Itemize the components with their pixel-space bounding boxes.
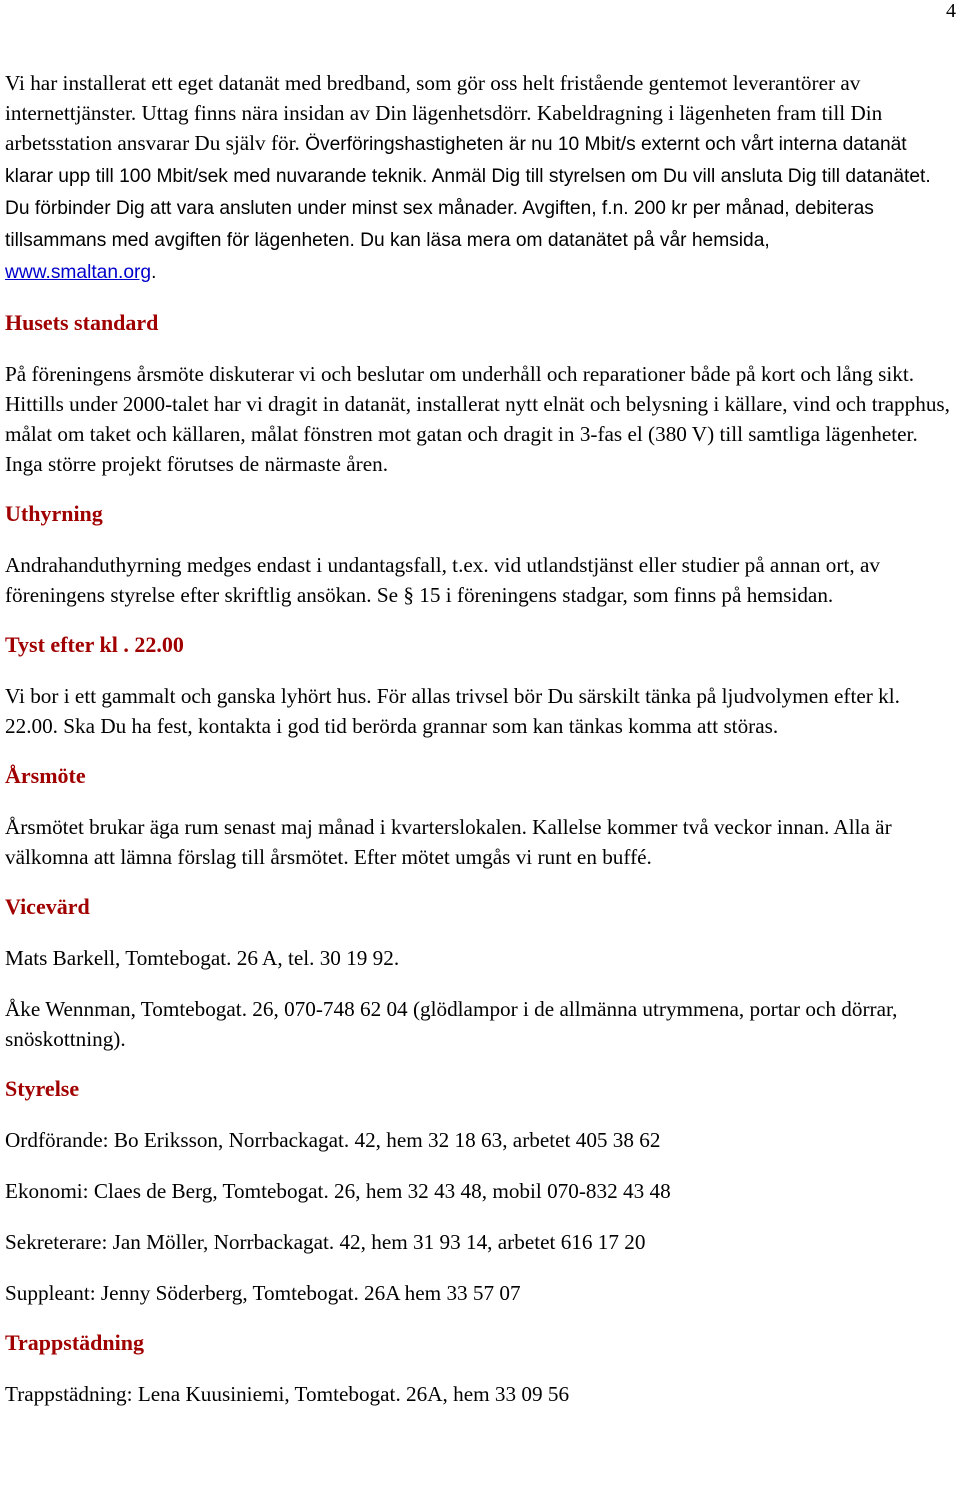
page-number: 4 [946,0,956,22]
heading-husets-standard: Husets standard [5,310,159,335]
document-body [5,68,957,1409]
styrelse-sekreterare: Sekreterare: Jan Möller, Norrbackagat. 42, hem 31 93 14, arbetet 616 17 20 [5,1230,646,1254]
heading-trappstadning: Trappstädning [5,1330,144,1355]
heading-uthyrning: Uthyrning [5,501,103,526]
tyst-paragraph: Vi bor i ett gammalt och ganska lyhört hus. För allas trivsel bör Du särskilt tänka på ljudvolymen efter kl. 22.00. Ska Du ha fest, kontakta i god tid berörda grannar som kan tänkas komma att störas. [5,684,900,738]
uthyrning-paragraph: Andrahanduthyrning medges endast i undantagsfall, t.ex. vid utlandstjänst eller studier på annan ort, av föreningens styrelse efter skriftlig ansökan. Se § 15 i föreningens stadgar, som finns på hemsidan. [5,553,880,607]
heading-styrelse: Styrelse [5,1076,80,1101]
vicevard-line-2: Åke Wennman, Tomtebogat. 26, 070-748 62 04 (glödlampor i de allmänna utrymmena, portar och dörrar, snöskottning). [5,997,898,1051]
heading-vicevard: Vicevärd [5,894,90,919]
standard-paragraph: På föreningens årsmöte diskuterar vi och beslutar om underhåll och reparationer både på kort och lång sikt. Hittills under 2000-talet har vi dragit in datanät, installerat nytt elnät och belysning i källare, vind och trapphus, målat om taket och källaren, målat fönstren mot gatan och dragit in 3-fas el (380 V) till samtliga lägenheter. Inga större projekt förutses de närmaste åren. [5,362,950,476]
intro-link-period: . [151,262,157,283]
intro-text-b: Överföringshastigheten är nu 10 Mbit/s externt och vårt interna datanät klarar upp till 100 Mbit/sek med nuvarande teknik. Anmäl Dig till styrelsen om Du vill ansluta Dig till datanätet. Du förbinder Dig att vara ansluten under minst sex månader. Avgiften, f.n. 200 kr per månad, debiteras tillsammans med avgiften för lägenheten. Du kan läsa mera om datanätet på vår hemsida, [5,134,931,251]
styrelse-ekonomi: Ekonomi: Claes de Berg, Tomtebogat. 26, hem 32 43 48, mobil 070-832 43 48 [5,1179,671,1203]
styrelse-ordforande: Ordförande: Bo Eriksson, Norrbackagat. 42, hem 32 18 63, arbetet 405 38 62 [5,1128,661,1152]
heading-arsmote: Årsmöte [5,763,86,788]
heading-tyst: Tyst efter kl . 22.00 [5,632,184,657]
styrelse-suppleant: Suppleant: Jenny Söderberg, Tomtebogat. 26A hem 33 57 07 [5,1281,521,1305]
vicevard-line-1: Mats Barkell, Tomtebogat. 26 A, tel. 30 19 92. [5,946,400,970]
trappstadning-line: Trappstädning: Lena Kuusiniemi, Tomtebogat. 26A, hem 33 09 56 [5,1382,570,1406]
intro-text-a: Vi har installerat ett eget datanät med bredband, som gör oss helt fristående gentemot leverantörer av internettjänster. Uttag finns nära insidan av Din lägenhetsdörr. Kabeldragning i lägenheten fram till Din arbetsstation ansvarar Du själv för. [5,71,883,155]
homepage-link[interactable]: www.smaltan.org [5,262,152,283]
arsmote-paragraph: Årsmötet brukar äga rum senast maj månad i kvarterslokalen. Kallelse kommer två veckor innan. Alla är välkomna att lämna förslag till årsmötet. Efter mötet umgås vi runt en buffé. [5,815,892,869]
intro-paragraph [5,68,957,288]
